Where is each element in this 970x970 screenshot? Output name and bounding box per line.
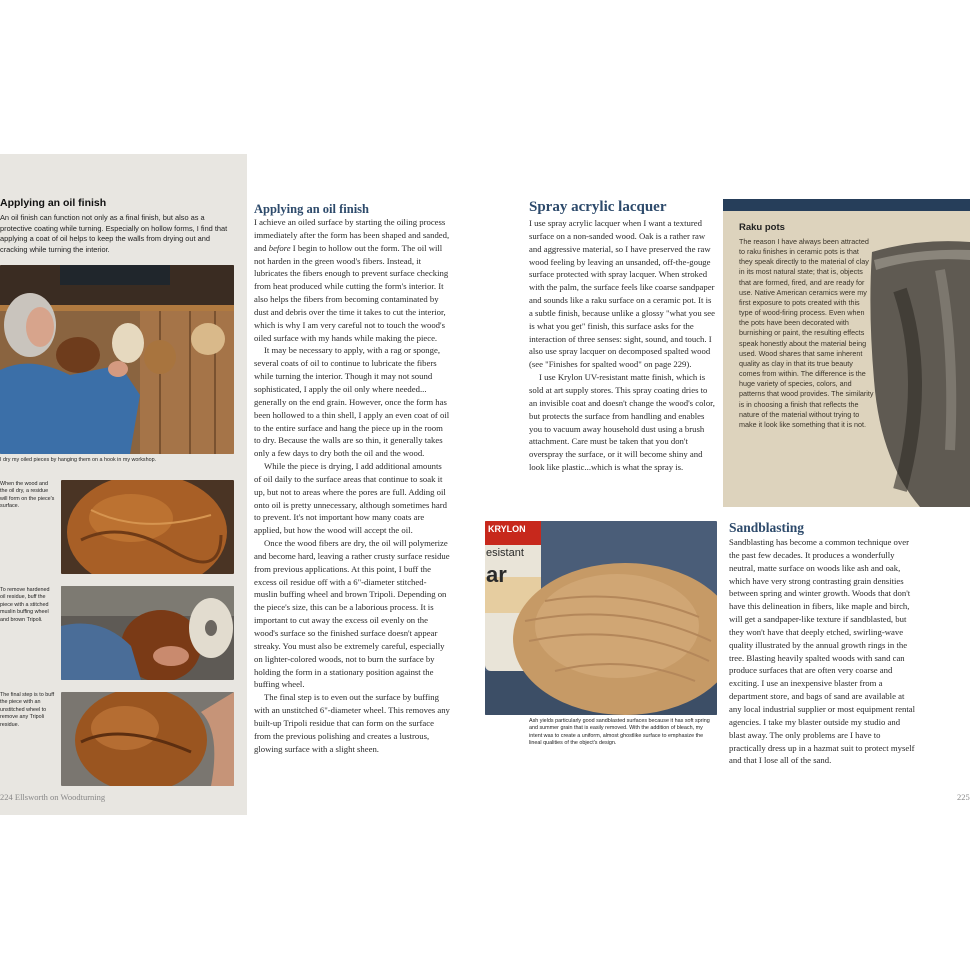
caption-sandblasted: Ash yields particularly good sandblasted surfaces because it has soft spring and summer grain that is easily removed. With the addition of bleach, my intent was to create a uniform, almost ghostlike surface to emphasize the lineal qualities of the object's design. (529, 718, 710, 747)
spray-paragraph-2: I use Krylon UV-resistant matte finish, which is sold at art supply stores. This spray coating dries to an invisible coat and doesn't change the wood's color, but protects the surface from handling and enables you to vacuum away household dust using a brush attachment. Care must be taken that you don't overspray the surface, or it will become shiny and look like plastic...which is what the spray is. (529, 372, 715, 473)
sandblasting-heading: Sandblasting (729, 520, 805, 535)
raku-pot-photo (860, 230, 970, 507)
raku-body: The reason I have always been attracted to raku finishes in ceramic pots is that they speak directly to the material of clay in its most natural state; that is, objects that are formed, fired, and are ready for use. Native American ceramics were my first exposure to pots created with this type of wood-firing process. Even when the pots have been decorated with burnishing or paint, the resulting effects speak honestly about the material being used. Wood shares that same inherent quality as clay in that its true beauty comes from within. The difference is the huge variety of species, colors, and patterns that wood provides. The similarity is in choosing a finish that reflects the nature of the material without trying to make it look like something that it is not. (739, 237, 874, 429)
raku-title: Raku pots (739, 222, 785, 233)
caption-residue: When the wood and the oil dry, a residue will form on the piece's surface. (0, 481, 55, 510)
photo-buffing-wheel (61, 586, 234, 680)
can-brand: KRYLON (488, 524, 526, 534)
spray-paragraph-1: I use spray acrylic lacquer when I want a textured surface on a non-sanded wood. Oak is a rather raw and aggressive material, so I have preserved the raw wood feeling by leaving an unsanded, off-the-gouge surface protected with spray lacquer. When stroked with the palm, the surface feels like coarse sandpaper and sounds like a raku surface on a ceramic pot. It is a subtle finish, because unlike a glossy "what you see is what you get" finish, this surface asks for the interaction of three senses: sight, sound, and touch. I also use spray lacquer on decomposed spalted wood (see "Finishes for spalted wood" on page 229). (529, 218, 715, 370)
oil-paragraph-2: It may be necessary to apply, with a rag or sponge, several coats of oil to continue to lubricate the fibers while turning the interior. Though it may not sound sophisticated, I apply the oil only where needed... generally on the end grain. However, once the form has been hollowed to a thin shell, I apply an even coat of oil to the entire surface and hang the piece up in the room to dry. Because the walls are so thin, it generally takes only a few days to dry both the oil and the wood. (254, 345, 450, 459)
oil-finish-body (254, 216, 450, 755)
caption-hanging-pieces: I dry my oiled pieces by hanging them on a hook in my workshop. (0, 457, 157, 463)
oil-paragraph-3: While the piece is drying, I add additional amounts of oil daily to the surface areas that continue to soak it up, but not to areas where the pores are full. Adding oil onto oil is pretty unnecessary, although sometimes hard to prevent. It's not important how many coats are applied, but how the wood will accept the oil. (254, 461, 447, 536)
photo-hanging-pieces (0, 265, 234, 454)
sandblasting-paragraph: Sandblasting has become a common technique over the past few decades. It produces a wonderfully neutral, matte surface on woods like ash and oak, which have very strong contrasting grain densities between spring and winter growth. Woods that don't have this delineation in fibers, like maple and birch, will get a sandpaper-like texture if sandblasted, but they won't have that deeply etched, swirling-wave quality illustrated by the annual growth rings in the tree. Blasting heavily spalted woods with sand can produce surfaces that are often very coarse and exciting. I use an inexpensive blaster from a department store, and bags of sand are available at any local industrial supplier or most equipment rental agencies. I take my blaster outside my studio and blast away. The only problems are I have to practically dress up in a hazmat suit to protect myself and that I lose all of the sand. (729, 537, 916, 766)
spray-heading: Spray acrylic lacquer (529, 199, 667, 215)
left-page-footer: 224 Ellsworth on Woodturning (0, 792, 106, 802)
sandblasting-body (729, 536, 917, 767)
spray-body (529, 217, 715, 474)
can-text-2: ar (486, 562, 507, 587)
oil-paragraph-1: I achieve an oiled surface by starting the oiling process immediately after the form has been shaped and sanded, and before I begin to hollow out the form. The oil will not harden in the green wood's fibers. Instead, it lubricates the fibers enough to prevent surface checking from heat produced while cutting the form's interior. It also helps the fibers from becoming contaminated by dust and debris over the time it takes to cut the interior, which is why I am very careful not to touch the wood's oiled surface with my hands while making the piece. (254, 217, 450, 343)
right-page-number: 225 (957, 792, 970, 802)
oil-paragraph-5: The final step is to even out the surface by buffing with an unstitched 6"-diameter wheel. This removes any built-up Tripoli residue that can form on the surface from the previous polishing and creates a lustrous, glowing surface with a slight sheen. (254, 692, 450, 754)
sidebar-title: Applying an oil finish (0, 197, 107, 209)
oil-paragraph-4: Once the wood fibers are dry, the oil will polymerize and become hard, leaving a rather crusty surface residue from previous applications. At this point, I buff the excess oil residue off with a 6"-diameter stitched-muslin buffing wheel and brown Tripoli. Depending on the piece's size, this can be a laborious process. It is important to cut away the excess oil evenly on the wood's surface so the finished surface doesn't appear streaky. You must also be extremely careful, especially on lighter-colored woods, not to burn the surface by holding the form in a stationary position against the buffing wheel. (254, 538, 450, 690)
photo-final-buff (61, 692, 234, 786)
can-text-1: esistant (486, 547, 524, 559)
oil-finish-heading: Applying an oil finish (254, 202, 369, 216)
sidebar-intro: An oil finish can function not only as a final finish, but also as a protective coating while turning. Especially on hollow forms, I find that applying a coat of oil helps to keep the walls from drying out and cracking while turning the interior. (0, 213, 228, 254)
caption-final-step: The final step is to buff the piece with an unstitched wheel to remove any Tripoli residue. (0, 692, 55, 728)
caption-buffing: To remove hardened oil residue, buff the piece with a stitched muslin buffing wheel and brown Tripoli. (0, 587, 50, 623)
raku-header-bar (723, 199, 970, 211)
photo-oil-residue (61, 480, 234, 574)
